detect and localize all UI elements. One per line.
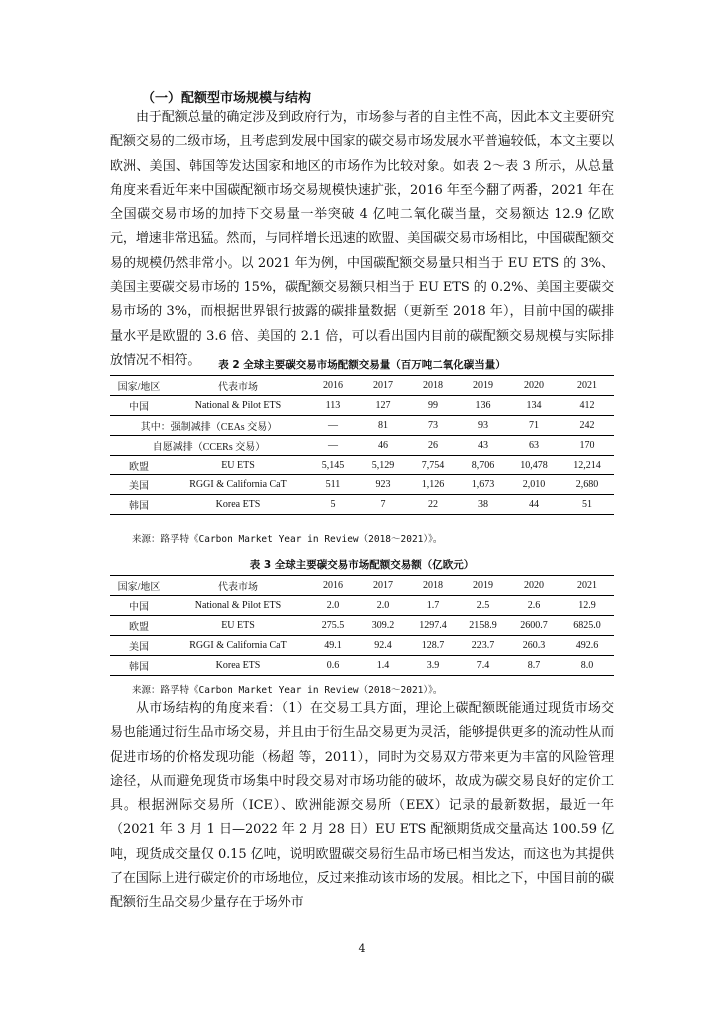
header-year: 2018 [408,576,458,596]
cell-value: 136 [458,395,508,415]
cell-value: 2600.7 [508,616,560,636]
body-paragraph-1: 由于配额总量的确定涉及到政府行为，市场参与者的自主性不高，因此本文主要研究配额交易的二级市场，且考虑到发展中国家的碳交易市场发展水平普遍较低，本文主要以欧洲、美国、韩国等发达国家和地区的市场作为比较对象。如表 2～表 3 所示，从总量角度来看近年来中国碳配额市场交易规模快速扩张，2016 年至今翻了两番，2021 年在全国碳交易市场的加持下交易量一举突破 4 亿吨二氧化碳当量，交易额达 12.9 亿欧元，增速非常迅猛。然而，与同样增长迅速的欧盟、美国碳交易市场相比，中国碳配额交易的规模仍然非常小。以 2021 年为例，中国碳配额交易量只相当于 EU ETS 的 3%、美国主要碳交易市场的 15%，碳配额交易额只相当于 EU ETS 的 0.2%、美国主要碳交易市场的 3%，而根据世界银行披露的碳排量数据（更新至 2018 年），目前中国的碳排量水平是欧盟的 3.6 倍、美国的 2.1 倍，可以看出国内目前的碳配额交易规模与实际排放情况不相符。 [110,110,614,368]
table-row [110,395,614,415]
cell-value: — [308,415,358,435]
cell-value: 2158.9 [458,616,508,636]
cell-value: 275.5 [308,616,358,636]
table-row [110,435,614,455]
cell-market: EU ETS [168,455,308,475]
cell-value: — [308,435,358,455]
cell-value: 2,680 [560,475,614,495]
cell-value: 2.6 [508,596,560,616]
cell-value: 170 [560,435,614,455]
cell-value: 412 [560,395,614,415]
cell-value: 2,010 [508,475,560,495]
cell-value: 242 [560,415,614,435]
cell-value: 1,126 [408,475,458,495]
header-year: 2016 [308,576,358,596]
header-year: 2019 [458,576,508,596]
header-year: 2020 [508,376,560,396]
table-row [110,596,614,616]
cell-value: 2.0 [358,596,408,616]
table-header-row [110,376,614,396]
table3-caption: 表 3 全球主要碳交易市场配额交易额（亿欧元） [249,559,475,571]
cell-value: 22 [408,495,458,515]
cell-value: 923 [358,475,408,495]
cell-region: 中国 [110,596,168,616]
cell-sublabel: 其中：强制减排（CEAs 交易） [110,415,308,435]
cell-market: National & Pilot ETS [168,596,308,616]
header-year: 2018 [408,376,458,396]
table3-source-note: 来源：路孚特《Carbon Market Year in Review（2018～2021）》。 [132,685,443,696]
cell-value: 1.7 [408,596,458,616]
cell-value: 93 [458,415,508,435]
cell-region: 欧盟 [110,455,168,475]
cell-value: 92.4 [358,636,408,656]
cell-market: Korea ETS [168,495,308,515]
cell-value: 511 [308,475,358,495]
cell-market: Korea ETS [168,656,308,676]
cell-value: 260.3 [508,636,560,656]
cell-value: 492.6 [560,636,614,656]
cell-value: 127 [358,395,408,415]
header-year: 2019 [458,376,508,396]
cell-value: 1,673 [458,475,508,495]
cell-value: 7 [358,495,408,515]
header-market: 代表市场 [168,576,308,596]
header-year: 2017 [358,576,408,596]
cell-value: 7,754 [408,455,458,475]
header-year: 2021 [560,576,614,596]
header-year: 2016 [308,376,358,396]
header-year: 2017 [358,376,408,396]
cell-value: 309.2 [358,616,408,636]
table2-caption: 表 2 全球主要碳交易市场配额交易量（百万吨二氧化碳当量） [218,359,506,371]
header-year: 2020 [508,576,560,596]
page-number: 4 [358,942,366,955]
cell-value: 3.9 [408,656,458,676]
cell-value: 73 [408,415,458,435]
cell-region: 韩国 [110,656,168,676]
header-year: 2021 [560,376,614,396]
cell-market: EU ETS [168,616,308,636]
cell-value: 12.9 [560,596,614,616]
cell-value: 51 [560,495,614,515]
cell-value: 8,706 [458,455,508,475]
cell-market: RGGI & California CaT [168,475,308,495]
cell-value: 63 [508,435,560,455]
cell-value: 43 [458,435,508,455]
cell-sublabel: 自愿减排（CCERs 交易） [110,435,308,455]
cell-value: 5,145 [308,455,358,475]
cell-value: 8.7 [508,656,560,676]
cell-value: 8.0 [560,656,614,676]
cell-value: 0.6 [308,656,358,676]
table3-trading-value [110,575,614,676]
section-title: （一）配额型市场规模与结构 [142,91,312,106]
table-row [110,415,614,435]
table-header-row [110,576,614,596]
header-market: 代表市场 [168,376,308,396]
cell-value: 1297.4 [408,616,458,636]
table-row [110,475,614,495]
cell-value: 223.7 [458,636,508,656]
table2-source-note: 来源：路孚特《Carbon Market Year in Review（2018～2021）》。 [132,534,443,545]
header-region: 国家/地区 [110,576,168,596]
cell-value: 113 [308,395,358,415]
cell-value: 44 [508,495,560,515]
cell-value: 5 [308,495,358,515]
header-region: 国家/地区 [110,376,168,396]
cell-market: RGGI & California CaT [168,636,308,656]
cell-value: 128.7 [408,636,458,656]
cell-value: 1.4 [358,656,408,676]
cell-value: 71 [508,415,560,435]
cell-region: 欧盟 [110,616,168,636]
cell-value: 10,478 [508,455,560,475]
cell-region: 韩国 [110,495,168,515]
table-row [110,636,614,656]
cell-value: 134 [508,395,560,415]
table-row [110,656,614,676]
cell-value: 2.5 [458,596,508,616]
table-row [110,495,614,515]
cell-region: 美国 [110,636,168,656]
cell-value: 2.0 [308,596,358,616]
cell-value: 7.4 [458,656,508,676]
cell-value: 6825.0 [560,616,614,636]
table-row [110,455,614,475]
cell-value: 99 [408,395,458,415]
body-paragraph-2: 从市场结构的角度来看：（1）在交易工具方面，理论上碳配额既能通过现货市场交易也能通过衍生品市场交易，并且由于衍生品交易更为灵活，能够提供更多的流动性从而促进市场的价格发现功能（杨超 等，2011），同时为交易双方带来更为丰富的风险管理途径，从而避免现货市场集中时段交易对市场功能的破坏，故成为碳交易良好的定价工具。根据洲际交易所（ICE）、欧洲能源交易所（EEX）记录的最新数据，最近一年（2021 年 3 月 1 日—2022 年 2 月 28 日）EU ETS 配额期货成交量高达 100.59 亿吨，现货成交量仅 0.15 亿吨，说明欧盟碳交易衍生品市场已相当发达，而这也为其提供了在国际上进行碳定价的市场地位，反过来推动该市场的发展。相比之下，中国目前的碳配额衍生品交易少量存在于场外市 [110,701,614,911]
cell-value: 49.1 [308,636,358,656]
table2-trading-volume [110,375,614,515]
cell-value: 38 [458,495,508,515]
cell-region: 中国 [110,395,168,415]
cell-market: National & Pilot ETS [168,395,308,415]
cell-region: 美国 [110,475,168,495]
cell-value: 26 [408,435,458,455]
cell-value: 81 [358,415,408,435]
cell-value: 5,129 [358,455,408,475]
table-row [110,616,614,636]
cell-value: 46 [358,435,408,455]
cell-value: 12,214 [560,455,614,475]
